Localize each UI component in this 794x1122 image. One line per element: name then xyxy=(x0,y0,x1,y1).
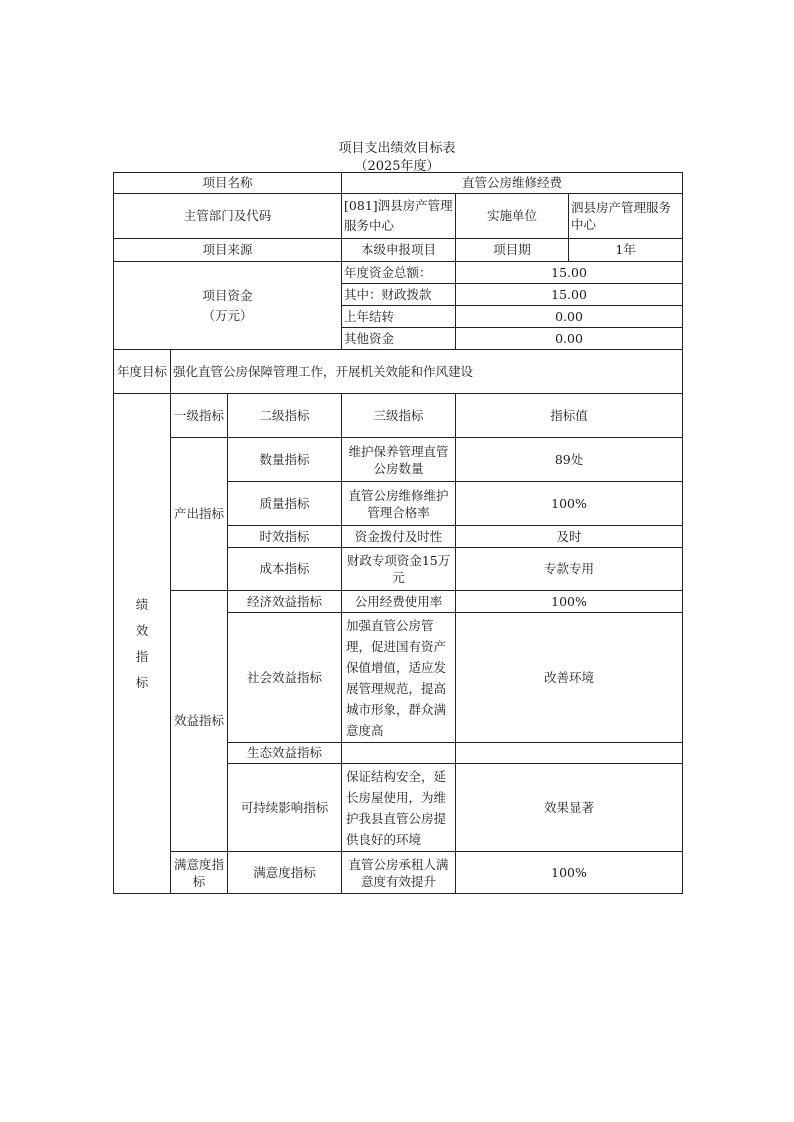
period-value: 1年 xyxy=(569,239,683,262)
funds-label-text: 项目资金 xyxy=(202,287,253,303)
level2-cell: 质量指标 xyxy=(228,482,342,526)
col-value: 指标值 xyxy=(456,394,683,438)
level3-cell: 直管公房维修维护管理合格率 xyxy=(342,482,456,526)
funds-item-value: 15.00 xyxy=(456,284,683,306)
output-label: 产出指标 xyxy=(171,438,228,591)
table-title: 项目支出绩效目标表 xyxy=(338,141,456,156)
project-name-value: 直管公房维修经费 xyxy=(342,173,683,194)
value-cell xyxy=(456,743,683,764)
funds-item-label: 其中：财政拨款 xyxy=(342,284,456,306)
funds-item-value: 0.00 xyxy=(456,328,683,350)
impl-value: 泗县房产管理服务中心 xyxy=(569,194,683,239)
row-source xyxy=(114,239,683,262)
level3-cell: 直管公房承租人满意度有效提升 xyxy=(342,852,456,894)
row-funds-total xyxy=(114,262,683,284)
level2-cell: 满意度指标 xyxy=(228,852,342,894)
funds-item-value: 0.00 xyxy=(456,306,683,328)
level2-cell: 生态效益指标 xyxy=(228,743,342,764)
table-row xyxy=(114,852,683,894)
table-row xyxy=(114,438,683,482)
indicators-section-label xyxy=(114,394,171,894)
impl-label: 实施单位 xyxy=(456,194,569,239)
level2-cell: 经济效益指标 xyxy=(228,591,342,613)
row-department xyxy=(114,194,683,239)
value-cell: 100% xyxy=(456,591,683,613)
value-cell: 改善环境 xyxy=(456,613,683,743)
source-label: 项目来源 xyxy=(114,239,342,262)
table-year: （2025年度） xyxy=(354,159,440,174)
level2-cell: 成本指标 xyxy=(228,548,342,591)
level3-cell: 资金拨付及时性 xyxy=(342,526,456,548)
source-value: 本级申报项目 xyxy=(342,239,456,262)
level3-cell: 加强直管公房管理，促进国有资产保值增值，适应发展管理规范，提高城市形象，群众满意度高 xyxy=(342,613,456,743)
satisfaction-label: 满意度指标 xyxy=(171,852,228,894)
level3-cell: 保证结构安全，延长房屋使用，为维护我县直管公房提供良好的环境 xyxy=(342,764,456,852)
goal-value: 强化直管公房保障管理工作，开展机关效能和作风建设 xyxy=(171,350,683,394)
benefit-label: 效益指标 xyxy=(171,591,228,852)
funds-item-label: 其他资金 xyxy=(342,328,456,350)
performance-table xyxy=(113,172,683,894)
value-cell: 专款专用 xyxy=(456,548,683,591)
row-project-name xyxy=(114,173,683,194)
level2-cell: 时效指标 xyxy=(228,526,342,548)
value-cell: 及时 xyxy=(456,526,683,548)
value-cell: 100% xyxy=(456,482,683,526)
period-label: 项目期 xyxy=(456,239,569,262)
value-cell: 89处 xyxy=(456,438,683,482)
row-indicator-header xyxy=(114,394,683,438)
level2-cell: 可持续影响指标 xyxy=(228,764,342,852)
funds-item-label: 年度资金总额： xyxy=(342,262,456,284)
project-name-label: 项目名称 xyxy=(114,173,342,194)
level2-cell: 社会效益指标 xyxy=(228,613,342,743)
funds-item-label: 上年结转 xyxy=(342,306,456,328)
value-cell: 效果显著 xyxy=(456,764,683,852)
col-level3: 三级指标 xyxy=(342,394,456,438)
level3-cell: 公用经费使用率 xyxy=(342,591,456,613)
indicators-section-text: 绩效指标 xyxy=(135,596,149,690)
funds-unit: （万元） xyxy=(202,307,253,323)
row-annual-goal xyxy=(114,350,683,394)
table-row xyxy=(114,591,683,613)
funds-label xyxy=(114,262,342,350)
level3-cell xyxy=(342,743,456,764)
funds-item-value: 15.00 xyxy=(456,262,683,284)
level3-cell: 维护保养管理直管公房数量 xyxy=(342,438,456,482)
dept-value: [081]泗县房产管理服务中心 xyxy=(342,194,456,239)
level2-cell: 数量指标 xyxy=(228,438,342,482)
dept-label: 主管部门及代码 xyxy=(114,194,342,239)
goal-label: 年度目标 xyxy=(114,350,171,394)
level3-cell: 财政专项资金15万元 xyxy=(342,548,456,591)
value-cell: 100% xyxy=(456,852,683,894)
col-level1: 一级指标 xyxy=(171,394,228,438)
col-level2: 二级指标 xyxy=(228,394,342,438)
